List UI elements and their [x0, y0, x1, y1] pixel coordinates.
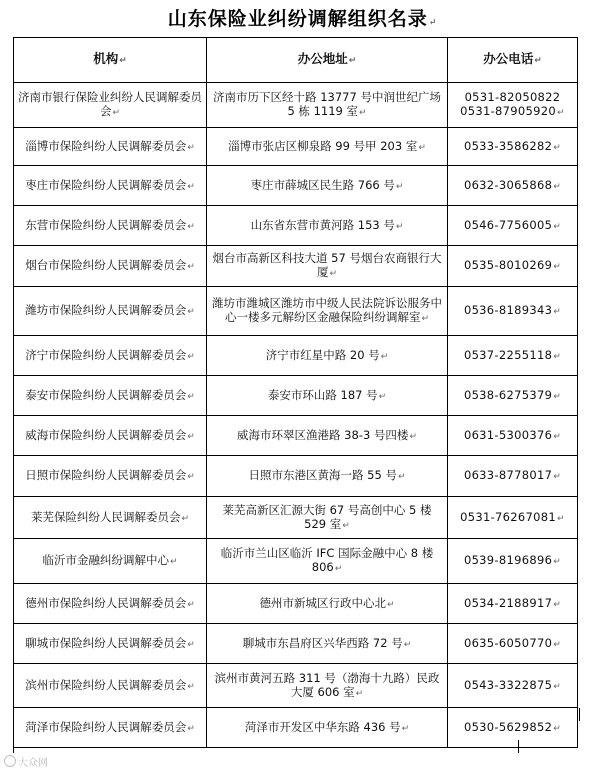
paragraph-mark-icon: ↵	[409, 431, 417, 442]
table-body	[14, 83, 578, 748]
paragraph-mark-icon: ↵	[342, 520, 350, 531]
column-header-org: 机构↵	[14, 38, 207, 83]
phone-cell	[448, 416, 578, 456]
address-cell-text: 潍坊市潍城区潍坊市中级人民法院诉讼服务中心一楼多元解纷区金融保险纠纷调解室	[212, 296, 442, 324]
phone-cell	[448, 287, 578, 336]
org-cell	[14, 287, 207, 336]
org-cell	[14, 664, 207, 708]
table-row	[14, 539, 578, 584]
phone-cell-text: 0632-3065868	[463, 177, 553, 192]
paragraph-mark-icon: ↵	[187, 351, 195, 362]
paragraph-mark-icon: ↵	[187, 391, 195, 402]
phone-cell-text: 0635-6050770	[463, 635, 553, 650]
paragraph-mark-icon: ↵	[534, 56, 542, 66]
phone-cell	[448, 624, 578, 664]
phone-cell	[448, 83, 578, 128]
org-cell-text: 聊城市保险纠纷人民调解委员会	[25, 635, 187, 650]
paragraph-mark-icon: ↵	[359, 108, 367, 118]
table-row	[14, 624, 578, 664]
paragraph-mark-icon: ↵	[119, 56, 127, 66]
org-cell	[14, 539, 207, 584]
address-cell-text: 山东省东营市黄河路 153 号	[250, 217, 395, 232]
address-cell	[207, 416, 448, 456]
address-cell	[207, 206, 448, 246]
org-cell	[14, 128, 207, 166]
phone-cell-text: 0536-8189343	[463, 303, 553, 317]
phone-cell-text: 0535-8010269	[463, 258, 553, 272]
right-margin-marker	[579, 708, 580, 721]
address-cell	[207, 376, 448, 416]
paragraph-mark-icon: ↵	[169, 557, 178, 567]
org-cell	[14, 497, 207, 539]
phone-cell-text: 0533-3586282	[463, 138, 553, 153]
phone-cell-text: 0539-8196896	[463, 553, 553, 567]
phone-cell-text: 0546-7756005	[463, 217, 553, 232]
address-cell	[207, 664, 448, 708]
paragraph-mark-icon: ↵	[557, 513, 565, 524]
org-cell	[14, 624, 207, 664]
address-cell-text: 济宁市红星中路 20 号	[265, 347, 380, 362]
paragraph-mark-icon: ↵	[553, 557, 562, 567]
paragraph-mark-icon: ↵	[348, 56, 357, 66]
phone-cell-text: 0631-5300376	[463, 427, 553, 442]
org-cell-text: 泰安市保险纠纷人民调解委员会	[25, 387, 187, 402]
table-row	[14, 376, 578, 416]
watermark-logo-icon	[4, 755, 16, 767]
paragraph-mark-icon: ↵	[553, 351, 562, 362]
org-cell	[14, 708, 207, 748]
address-cell-text: 烟台市高新区科技大道 57 号烟台农商银行大厦	[212, 251, 442, 279]
org-cell	[14, 376, 207, 416]
address-cell-text: 菏泽市开发区中华东路 436 号	[244, 719, 401, 734]
org-cell-text: 烟台市保险纠纷人民调解委员会	[25, 258, 187, 272]
address-cell	[207, 287, 448, 336]
table-row	[14, 128, 578, 166]
paragraph-mark-icon: ↵	[397, 472, 406, 482]
org-cell	[14, 83, 207, 128]
paragraph-mark-icon: ↵	[557, 108, 565, 118]
paragraph-mark-icon: ↵	[355, 688, 364, 699]
table-row	[14, 83, 578, 128]
org-cell	[14, 456, 207, 497]
table-row	[14, 456, 578, 497]
phone-cell-text: 0531-76267081	[460, 509, 556, 524]
paragraph-mark-icon: ↵	[401, 723, 410, 734]
paragraph-mark-icon: ↵	[187, 262, 195, 272]
org-cell	[14, 206, 207, 246]
phone-cell	[448, 708, 578, 748]
org-cell-text: 潍坊市保险纠纷人民调解委员会	[25, 303, 187, 317]
paragraph-mark-icon: ↵	[187, 431, 195, 442]
address-cell-text: 日照市东港区黄海一路 55 号	[248, 468, 397, 482]
address-cell-text: 临沂市兰山区临沂 IFC 国际金融中心 8 楼 806	[220, 546, 434, 574]
org-cell-text: 枣庄市保险纠纷人民调解委员会	[25, 177, 187, 192]
column-header-address: 办公地址↵	[207, 38, 448, 83]
paragraph-mark-icon: ↵	[553, 262, 562, 272]
table-row	[14, 336, 578, 376]
paragraph-mark-icon: ↵	[421, 314, 430, 324]
table-row	[14, 246, 578, 287]
paragraph-mark-icon: ↵	[553, 723, 562, 734]
phone-cell	[448, 664, 578, 708]
org-cell-text: 滨州市保险纠纷人民调解委员会	[25, 677, 187, 692]
org-cell-text: 日照市保险纠纷人民调解委员会	[25, 468, 187, 482]
org-cell	[14, 246, 207, 287]
org-cell	[14, 416, 207, 456]
table-row	[14, 497, 578, 539]
paragraph-mark-icon: ↵	[187, 221, 195, 232]
paragraph-mark-icon: ↵	[187, 723, 195, 734]
paragraph-mark-icon: ↵	[395, 181, 404, 192]
paragraph-mark-icon: ↵	[187, 639, 195, 650]
phone-cell	[448, 128, 578, 166]
paragraph-mark-icon: ↵	[553, 221, 562, 232]
document-title: 山东保险业纠纷调解组织名录↵	[167, 8, 438, 30]
org-cell	[14, 166, 207, 206]
paragraph-mark-icon: ↵	[553, 472, 562, 482]
paragraph-mark-icon: ↵	[187, 681, 195, 692]
org-cell-text: 威海市保险纠纷人民调解委员会	[25, 427, 187, 442]
column-header-phone: 办公电话↵	[448, 38, 578, 83]
phone-cell	[448, 584, 578, 624]
address-cell-text: 滨州市黄河五路 311 号（渤海十九路）民政大厦 606 室	[214, 670, 440, 699]
address-cell	[207, 246, 448, 287]
phone-cell-text: 0633-8778017	[463, 468, 553, 482]
address-cell	[207, 539, 448, 584]
paragraph-mark-icon: ↵	[380, 351, 389, 362]
paragraph-mark-icon: ↵	[378, 391, 387, 402]
phone-cell	[448, 336, 578, 376]
address-cell	[207, 584, 448, 624]
paragraph-mark-icon: ↵	[187, 307, 195, 317]
org-cell-text: 德州市保险纠纷人民调解委员会	[25, 595, 187, 610]
paragraph-mark-icon: ↵	[403, 639, 412, 650]
paragraph-mark-icon: ↵	[181, 513, 190, 524]
address-cell	[207, 708, 448, 748]
phone-cell-text: 0538-6275379	[463, 387, 553, 402]
paragraph-mark-icon: ↵	[553, 599, 562, 610]
address-cell-text: 聊城市东昌府区兴华西路 72 号	[242, 635, 403, 650]
address-cell-text: 枣庄市薛城区民生路 766 号	[250, 177, 395, 192]
phone-cell	[448, 206, 578, 246]
address-cell-text: 莱芜高新区汇源大街 67 号高创中心 5 楼 529 室	[222, 502, 432, 531]
phone-cell-text: 0531-87905920	[460, 104, 556, 118]
paragraph-mark-icon: ↵	[187, 599, 195, 610]
phone-cell	[448, 376, 578, 416]
address-cell-text: 德州市新城区行政中心北	[259, 595, 386, 610]
paragraph-mark-icon: ↵	[553, 181, 562, 192]
address-cell	[207, 624, 448, 664]
table-row	[14, 166, 578, 206]
paragraph-mark-icon: ↵	[428, 18, 438, 28]
org-cell	[14, 584, 207, 624]
phone-cell	[448, 497, 578, 539]
bottom-margin-marker-left	[13, 740, 14, 753]
org-cell-text: 东营市保险纠纷人民调解委员会	[25, 217, 187, 232]
phone-cell-text: 0537-2255118	[463, 347, 553, 362]
address-cell	[207, 128, 448, 166]
table-row	[14, 664, 578, 708]
org-cell	[14, 336, 207, 376]
phone-cell	[448, 456, 578, 497]
table-row	[14, 584, 578, 624]
address-cell	[207, 336, 448, 376]
paragraph-mark-icon: ↵	[553, 431, 562, 442]
paragraph-mark-icon: ↵	[334, 564, 343, 574]
address-cell	[207, 83, 448, 128]
paragraph-mark-icon: ↵	[553, 681, 562, 692]
phone-cell-text: 0530-5629852	[463, 719, 553, 734]
paragraph-mark-icon: ↵	[329, 269, 338, 279]
paragraph-mark-icon: ↵	[395, 221, 404, 232]
organization-table	[13, 37, 578, 748]
table-row	[14, 416, 578, 456]
table-header-row	[14, 38, 578, 83]
address-cell	[207, 456, 448, 497]
paragraph-mark-icon: ↵	[187, 142, 195, 153]
org-cell-text: 莱芜保险纠纷人民调解委员会	[30, 509, 181, 524]
org-cell-text: 菏泽市保险纠纷人民调解委员会	[25, 719, 187, 734]
phone-cell-text: 0543-3322875	[463, 677, 553, 692]
table-row	[14, 708, 578, 748]
org-cell-text: 济宁市保险纠纷人民调解委员会	[25, 347, 187, 362]
paragraph-mark-icon: ↵	[187, 472, 195, 482]
bottom-margin-marker-right	[518, 740, 519, 753]
phone-cell	[448, 246, 578, 287]
org-cell-text: 济南市银行保险业纠纷人民调解委员会	[18, 90, 202, 118]
table-row	[14, 206, 578, 246]
table-row	[14, 287, 578, 336]
paragraph-mark-icon: ↵	[187, 181, 195, 192]
address-cell-text: 威海市环翠区渔港路 38-3 号四楼	[237, 427, 409, 442]
phone-cell	[448, 539, 578, 584]
address-cell-text: 济南市历下区经十路 13777 号中润世纪广场 5 栋 1119 室	[213, 90, 441, 118]
watermark: 大众网	[4, 754, 48, 769]
address-cell-text: 泰安市环山路 187 号	[267, 387, 378, 402]
org-cell-text: 临沂市金融纠纷调解中心	[42, 553, 169, 567]
phone-cell-text: 0534-2188917	[463, 595, 553, 610]
phone-cell	[448, 166, 578, 206]
paragraph-mark-icon: ↵	[553, 391, 562, 402]
address-cell	[207, 497, 448, 539]
paragraph-mark-icon: ↵	[418, 142, 426, 153]
paragraph-mark-icon: ↵	[112, 108, 121, 118]
phone-cell-text: 0531-82050822	[464, 90, 561, 104]
paragraph-mark-icon: ↵	[553, 307, 562, 317]
paragraph-mark-icon: ↵	[553, 142, 562, 153]
address-cell-text: 淄博市张店区柳泉路 99 号甲 203 室	[228, 138, 418, 153]
org-cell-text: 淄博市保险纠纷人民调解委员会	[25, 138, 187, 153]
paragraph-mark-icon: ↵	[386, 599, 395, 610]
address-cell	[207, 166, 448, 206]
paragraph-mark-icon: ↵	[553, 639, 562, 650]
